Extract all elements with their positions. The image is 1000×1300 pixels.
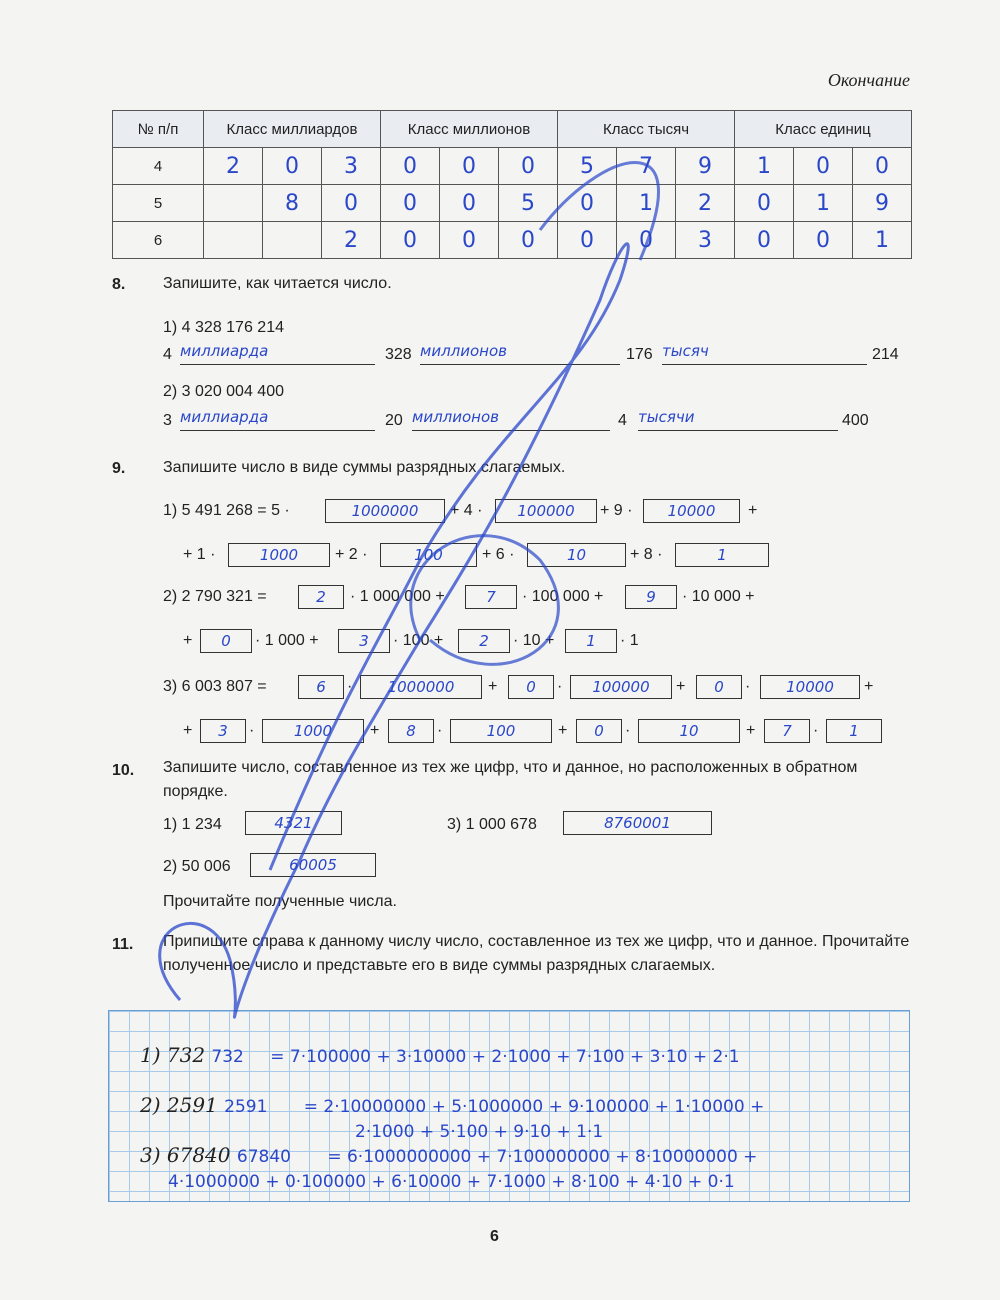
expansion: = 7·100000 + 3·10000 + 2·1000 + 7·100 + 3·10 + 2·1 <box>270 1047 740 1067</box>
answer-box[interactable]: 1 <box>675 543 769 567</box>
digit-cell: 0 <box>794 148 853 185</box>
task-9-number: 9. <box>112 460 126 477</box>
answer-box[interactable]: 3 <box>200 719 246 743</box>
term-text: + 1 · <box>183 546 216 563</box>
task-11-number: 11. <box>112 936 134 953</box>
task-9-text: Запишите число в виде суммы разрядных слагаемых. <box>163 459 566 476</box>
continuation-label: Окончание <box>827 70 910 90</box>
digit-cell: 8 <box>263 185 322 222</box>
answer-box[interactable]: 6 <box>298 675 344 699</box>
page-number: 6 <box>490 1228 499 1245</box>
dot-sign: · <box>625 722 631 739</box>
task-8-item-1: 1) 4 328 176 214 <box>163 319 284 336</box>
answer-box[interactable]: 1 <box>826 719 882 743</box>
task-8-answer-2-digit-a: 3 <box>163 412 172 429</box>
answer-box[interactable]: 8760001 <box>563 811 712 835</box>
expansion: = 6·1000000000 + 7·100000000 + 8·10000000 + <box>327 1147 758 1167</box>
handwritten-word: тысячи <box>638 408 695 426</box>
task-8-item-2: 2) 3 020 004 400 <box>163 383 284 400</box>
term-text: + 8 · <box>630 546 663 563</box>
task-8-answer-1-digit-c: 176 <box>626 346 653 363</box>
answer-box[interactable]: 10 <box>527 543 626 567</box>
term-text: · 100 000 + <box>522 588 604 605</box>
task-8-number: 8. <box>112 276 126 293</box>
term-text: · 10 000 + <box>682 588 755 605</box>
dot-sign: · <box>347 678 353 695</box>
term-text: + 9 · <box>600 502 633 519</box>
handwritten-word: миллионов <box>420 342 507 360</box>
digit-cell: 2 <box>204 148 263 185</box>
task-10-item-1: 1) 1 234 <box>163 816 222 833</box>
term-text: · 10 + <box>513 632 555 649</box>
task-10-item-3: 3) 1 000 678 <box>447 816 537 833</box>
term-text: + 2 · <box>335 546 368 563</box>
task-9-part-2-label: 2) 2 790 321 = <box>163 588 267 605</box>
given-number: 1) 732 <box>140 1043 206 1067</box>
given-number: 3) 67840 <box>140 1143 231 1167</box>
digit-cell: 0 <box>499 222 558 259</box>
task-8-answer-2-digit-b: 20 <box>385 412 403 429</box>
answer-box[interactable]: 0 <box>508 675 554 699</box>
appended-digits: 732 <box>211 1047 244 1067</box>
col-header-thousands: Класс тысяч <box>558 111 735 148</box>
handwritten-word: миллиарда <box>180 342 269 360</box>
term-text: + 6 · <box>482 546 515 563</box>
digit-cell: 0 <box>794 222 853 259</box>
expansion-continued: 4·1000000 + 0·100000 + 6·10000 + 7·1000 + 8·100 + 4·10 + 0·1 <box>168 1172 735 1192</box>
plus-sign: + <box>370 722 380 739</box>
digit-cell: 1 <box>794 185 853 222</box>
expansion: = 2·10000000 + 5·1000000 + 9·100000 + 1·10000 + <box>303 1097 765 1117</box>
digit-cell: 0 <box>322 185 381 222</box>
answer-box[interactable]: 0 <box>576 719 622 743</box>
answer-box[interactable]: 10000 <box>760 675 860 699</box>
dot-sign: · <box>557 678 563 695</box>
term-text: · 1 <box>620 632 639 649</box>
row-number: 5 <box>113 185 204 222</box>
answer-box[interactable]: 100000 <box>495 499 597 523</box>
task-8-answer-1-digit-a: 4 <box>163 346 172 363</box>
digit-cell: 3 <box>676 222 735 259</box>
digit-cell: 3 <box>322 148 381 185</box>
handwritten-word: тысяч <box>662 342 709 360</box>
plus-sign: + <box>488 678 498 695</box>
col-header-millions: Класс миллионов <box>381 111 558 148</box>
digit-cell: 0 <box>440 222 499 259</box>
answer-box[interactable]: 2 <box>458 629 510 653</box>
digit-cell: 5 <box>558 148 617 185</box>
digit-cell: 0 <box>381 148 440 185</box>
digit-cell: 0 <box>381 222 440 259</box>
digit-cell: 0 <box>263 148 322 185</box>
task-9-part-3-label: 3) 6 003 807 = <box>163 678 267 695</box>
digit-cell: 0 <box>440 185 499 222</box>
digit-cell: 0 <box>735 185 794 222</box>
given-number: 2) 2591 <box>140 1093 218 1117</box>
appended-digits: 2591 <box>224 1097 268 1117</box>
answer-box[interactable]: 7 <box>465 585 517 609</box>
dot-sign: · <box>813 722 819 739</box>
term-text: + 4 · <box>450 502 483 519</box>
row-number: 6 <box>113 222 204 259</box>
answer-box[interactable]: 10 <box>638 719 740 743</box>
answer-box[interactable]: 60005 <box>250 853 376 877</box>
plus-sign: + <box>676 678 686 695</box>
task-9-part-1-label: 1) 5 491 268 = 5 · <box>163 502 290 519</box>
answer-box[interactable]: 3 <box>338 629 390 653</box>
digit-cell: 1 <box>617 185 676 222</box>
plus-sign: + <box>864 678 874 695</box>
answer-box[interactable]: 10000 <box>643 499 740 523</box>
digit-cell: 9 <box>676 148 735 185</box>
expansion-continued: 2·1000 + 5·100 + 9·10 + 1·1 <box>355 1122 604 1142</box>
answer-box[interactable]: 0 <box>696 675 742 699</box>
digit-cell: 0 <box>617 222 676 259</box>
answer-box[interactable]: 100 <box>380 543 477 567</box>
row-number: 4 <box>113 148 204 185</box>
digit-cell: 2 <box>676 185 735 222</box>
col-header-billions: Класс миллиардов <box>204 111 381 148</box>
handwritten-word: миллиарда <box>180 408 269 426</box>
answer-box[interactable]: 100 <box>450 719 552 743</box>
task-8-answer-2-digit-d: 400 <box>842 412 869 429</box>
task-10-read-note: Прочитайте полученные числа. <box>163 893 397 910</box>
task-8-answer-1-digit-b: 328 <box>385 346 412 363</box>
dot-sign: · <box>745 678 751 695</box>
task-10-number: 10. <box>112 762 135 779</box>
dot-sign: · <box>437 722 443 739</box>
digit-cell: 0 <box>558 222 617 259</box>
task-11-text: Припишите справа к данному числу число, составленное из тех же цифр, что и данное. Прочитайте полученное число и представьте его в виде суммы разрядных слагаемых. <box>163 933 910 974</box>
col-header-units: Класс единиц <box>735 111 912 148</box>
term-text: · 1 000 + <box>255 632 319 649</box>
digit-cell: 0 <box>735 222 794 259</box>
digit-cell: 1 <box>853 222 912 259</box>
digit-cell: 0 <box>499 148 558 185</box>
answer-box[interactable]: 100000 <box>570 675 672 699</box>
plus-sign: + <box>746 722 756 739</box>
answer-box[interactable]: 8 <box>388 719 434 743</box>
digit-cell: 2 <box>322 222 381 259</box>
plus-sign: + <box>558 722 568 739</box>
task-8-answer-2-digit-c: 4 <box>618 412 627 429</box>
answer-box[interactable]: 1000000 <box>325 499 445 523</box>
task-10-item-2: 2) 50 006 <box>163 858 231 875</box>
answer-box[interactable]: 4321 <box>245 811 342 835</box>
col-header-number: № п/п <box>113 111 204 148</box>
appended-digits: 67840 <box>236 1147 291 1167</box>
answer-box[interactable]: 1000 <box>262 719 364 743</box>
digit-cell: 0 <box>558 185 617 222</box>
term-text: + <box>748 502 758 519</box>
dot-sign: · <box>249 722 255 739</box>
answer-box[interactable]: 9 <box>625 585 677 609</box>
task-8-answer-1-digit-d: 214 <box>872 346 899 363</box>
digit-cell: 0 <box>853 148 912 185</box>
term-text: · 100 + <box>393 632 444 649</box>
answer-box[interactable]: 1 <box>565 629 617 653</box>
handwritten-word: миллионов <box>412 408 499 426</box>
task-8-text: Запишите, как читается число. <box>163 275 392 292</box>
digit-cell: 0 <box>440 148 499 185</box>
answer-box[interactable]: 1000000 <box>360 675 482 699</box>
plus-sign: + <box>183 722 193 739</box>
term-text: · 1 000 000 + <box>350 588 445 605</box>
task-10-text: Запишите число, составленное из тех же цифр, что и данное, но расположенных в обратном порядке. <box>163 759 858 800</box>
answer-box[interactable]: 0 <box>200 629 252 653</box>
digit-cell: 1 <box>735 148 794 185</box>
answer-box[interactable]: 2 <box>298 585 344 609</box>
term-text: + <box>183 632 193 649</box>
answer-box[interactable]: 1000 <box>228 543 330 567</box>
digit-cell: 5 <box>499 185 558 222</box>
digit-cell: 0 <box>381 185 440 222</box>
answer-box[interactable]: 7 <box>764 719 810 743</box>
digit-cell: 9 <box>853 185 912 222</box>
digit-cell: 7 <box>617 148 676 185</box>
